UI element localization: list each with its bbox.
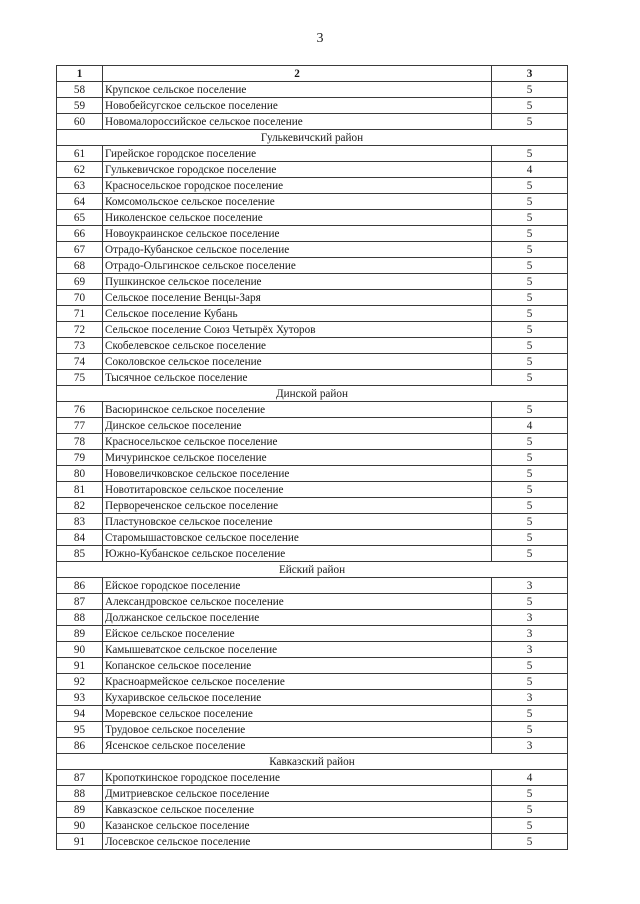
table-row: [57, 82, 568, 98]
table-row: [57, 274, 568, 290]
row-number: 76: [57, 402, 103, 418]
table-row: [57, 146, 568, 162]
row-value: 5: [492, 322, 568, 338]
row-value: 5: [492, 226, 568, 242]
settlement-name: Ясенское сельское поселение: [103, 738, 492, 754]
row-number: 72: [57, 322, 103, 338]
settlement-name: Красносельское сельское поселение: [103, 434, 492, 450]
row-value: 3: [492, 610, 568, 626]
row-value: 5: [492, 546, 568, 562]
table-row: [57, 370, 568, 386]
row-value: 5: [492, 338, 568, 354]
settlement-name: Лосевское сельское поселение: [103, 834, 492, 850]
row-value: 5: [492, 370, 568, 386]
settlement-name: Отрадо-Ольгинское сельское поселение: [103, 258, 492, 274]
row-value: 5: [492, 274, 568, 290]
table-row: [57, 786, 568, 802]
row-value: 5: [492, 354, 568, 370]
table-row: [57, 530, 568, 546]
row-value: 5: [492, 402, 568, 418]
row-number: 61: [57, 146, 103, 162]
table-row: [57, 738, 568, 754]
table-row: [57, 690, 568, 706]
district-title: Гулькевичский район: [57, 130, 568, 146]
table-row: [57, 434, 568, 450]
settlement-name: Кропоткинское городское поселение: [103, 770, 492, 786]
row-value: 5: [492, 434, 568, 450]
row-number: 78: [57, 434, 103, 450]
settlement-name: Новобейсугское сельское поселение: [103, 98, 492, 114]
row-value: 5: [492, 594, 568, 610]
table-row: [57, 178, 568, 194]
settlement-name: Трудовое сельское поселение: [103, 722, 492, 738]
table-row: [57, 258, 568, 274]
table-row: [57, 482, 568, 498]
settlement-name: Нововеличковское сельское поселение: [103, 466, 492, 482]
table-row: [57, 802, 568, 818]
table-row: [57, 546, 568, 562]
row-number: 90: [57, 818, 103, 834]
settlement-name: Крупское сельское поселение: [103, 82, 492, 98]
table-row: [57, 418, 568, 434]
settlement-name: Камышеватское сельское поселение: [103, 642, 492, 658]
column-header-number: 1: [57, 66, 103, 82]
row-number: 91: [57, 658, 103, 674]
row-value: 4: [492, 162, 568, 178]
settlement-name: Должанское сельское поселение: [103, 610, 492, 626]
row-value: 3: [492, 690, 568, 706]
settlement-name: Первореченское сельское поселение: [103, 498, 492, 514]
settlement-name: Пластуновское сельское поселение: [103, 514, 492, 530]
row-number: 63: [57, 178, 103, 194]
settlements-table-body: [57, 66, 568, 850]
row-value: 3: [492, 642, 568, 658]
table-row: [57, 770, 568, 786]
row-number: 80: [57, 466, 103, 482]
table-row: [57, 338, 568, 354]
row-value: 5: [492, 258, 568, 274]
table-row: [57, 594, 568, 610]
row-value: 5: [492, 82, 568, 98]
row-number: 71: [57, 306, 103, 322]
row-value: 5: [492, 178, 568, 194]
table-row: [57, 578, 568, 594]
row-number: 88: [57, 610, 103, 626]
settlement-name: Ейское сельское поселение: [103, 626, 492, 642]
row-number: 91: [57, 834, 103, 850]
table-row: [57, 210, 568, 226]
settlement-name: Южно-Кубанское сельское поселение: [103, 546, 492, 562]
row-value: 3: [492, 626, 568, 642]
row-number: 83: [57, 514, 103, 530]
row-value: 5: [492, 450, 568, 466]
row-number: 92: [57, 674, 103, 690]
settlement-name: Новомалороссийское сельское поселение: [103, 114, 492, 130]
settlement-name: Дмитриевское сельское поселение: [103, 786, 492, 802]
table-row: [57, 674, 568, 690]
row-value: 5: [492, 466, 568, 482]
settlement-name: Красносельское городское поселение: [103, 178, 492, 194]
settlement-name: Комсомольское сельское поселение: [103, 194, 492, 210]
table-row: [57, 322, 568, 338]
settlement-name: Отрадо-Кубанское сельское поселение: [103, 242, 492, 258]
table-row: [57, 658, 568, 674]
row-value: 5: [492, 482, 568, 498]
row-number: 86: [57, 578, 103, 594]
row-number: 89: [57, 626, 103, 642]
table-row: [57, 98, 568, 114]
row-value: 4: [492, 418, 568, 434]
row-number: 62: [57, 162, 103, 178]
district-header-row: [57, 562, 568, 578]
row-value: 5: [492, 706, 568, 722]
row-value: 5: [492, 530, 568, 546]
row-number: 81: [57, 482, 103, 498]
row-number: 70: [57, 290, 103, 306]
district-title: Ейский район: [57, 562, 568, 578]
table-row: [57, 354, 568, 370]
row-value: 5: [492, 834, 568, 850]
row-value: 5: [492, 514, 568, 530]
table-row: [57, 306, 568, 322]
row-number: 73: [57, 338, 103, 354]
row-number: 68: [57, 258, 103, 274]
row-number: 88: [57, 786, 103, 802]
row-number: 75: [57, 370, 103, 386]
district-title: Кавказский район: [57, 754, 568, 770]
row-value: 3: [492, 738, 568, 754]
table-row: [57, 290, 568, 306]
table-row: [57, 834, 568, 850]
row-number: 87: [57, 770, 103, 786]
row-number: 69: [57, 274, 103, 290]
settlement-name: Динское сельское поселение: [103, 418, 492, 434]
row-value: 5: [492, 194, 568, 210]
settlement-name: Казанское сельское поселение: [103, 818, 492, 834]
settlement-name: Соколовское сельское поселение: [103, 354, 492, 370]
table-header-row: [57, 66, 568, 82]
settlement-name: Моревское сельское поселение: [103, 706, 492, 722]
district-header-row: [57, 386, 568, 402]
table-row: [57, 226, 568, 242]
table-row: [57, 818, 568, 834]
settlement-name: Пушкинское сельское поселение: [103, 274, 492, 290]
table-row: [57, 466, 568, 482]
district-header-row: [57, 754, 568, 770]
district-title: Динской район: [57, 386, 568, 402]
settlement-name: Васюринское сельское поселение: [103, 402, 492, 418]
row-number: 85: [57, 546, 103, 562]
row-number: 87: [57, 594, 103, 610]
table-row: [57, 498, 568, 514]
row-value: 5: [492, 242, 568, 258]
settlement-name: Сельское поселение Союз Четырёх Хуторов: [103, 322, 492, 338]
page-number: 3: [316, 31, 324, 46]
settlement-name: Николенское сельское поселение: [103, 210, 492, 226]
row-number: 95: [57, 722, 103, 738]
settlement-name: Кухаривское сельское поселение: [103, 690, 492, 706]
row-number: 65: [57, 210, 103, 226]
district-header-row: [57, 130, 568, 146]
row-number: 82: [57, 498, 103, 514]
settlement-name: Новоукраинское сельское поселение: [103, 226, 492, 242]
row-number: 66: [57, 226, 103, 242]
row-value: 5: [492, 674, 568, 690]
table-row: [57, 402, 568, 418]
row-value: 5: [492, 98, 568, 114]
settlement-name: Ейское городское поселение: [103, 578, 492, 594]
row-value: 5: [492, 498, 568, 514]
table-row: [57, 722, 568, 738]
settlements-table: [56, 65, 568, 850]
column-header-name: 2: [103, 66, 492, 82]
row-number: 84: [57, 530, 103, 546]
row-number: 86: [57, 738, 103, 754]
row-number: 58: [57, 82, 103, 98]
row-value: 4: [492, 770, 568, 786]
row-value: 5: [492, 306, 568, 322]
table-row: [57, 450, 568, 466]
row-number: 89: [57, 802, 103, 818]
settlement-name: Сельское поселение Кубань: [103, 306, 492, 322]
table-row: [57, 242, 568, 258]
column-header-value: 3: [492, 66, 568, 82]
settlement-name: Старомышастовское сельское поселение: [103, 530, 492, 546]
settlement-name: Копанское сельское поселение: [103, 658, 492, 674]
row-value: 5: [492, 290, 568, 306]
row-number: 60: [57, 114, 103, 130]
settlement-name: Тысячное сельское поселение: [103, 370, 492, 386]
settlement-name: Мичуринское сельское поселение: [103, 450, 492, 466]
table-row: [57, 706, 568, 722]
row-number: 93: [57, 690, 103, 706]
table-row: [57, 162, 568, 178]
settlement-name: Сельское поселение Венцы-Заря: [103, 290, 492, 306]
table-row: [57, 114, 568, 130]
row-number: 64: [57, 194, 103, 210]
settlement-name: Новотитаровское сельское поселение: [103, 482, 492, 498]
row-number: 74: [57, 354, 103, 370]
row-value: 3: [492, 578, 568, 594]
table-row: [57, 626, 568, 642]
row-number: 67: [57, 242, 103, 258]
row-value: 5: [492, 658, 568, 674]
table-row: [57, 514, 568, 530]
row-value: 5: [492, 114, 568, 130]
settlement-name: Красноармейское сельское поселение: [103, 674, 492, 690]
settlement-name: Скобелевское сельское поселение: [103, 338, 492, 354]
settlement-name: Гирейское городское поселение: [103, 146, 492, 162]
row-number: 90: [57, 642, 103, 658]
table-row: [57, 642, 568, 658]
row-value: 5: [492, 210, 568, 226]
row-value: 5: [492, 802, 568, 818]
row-value: 5: [492, 146, 568, 162]
row-number: 77: [57, 418, 103, 434]
settlement-name: Александровское сельское поселение: [103, 594, 492, 610]
row-number: 94: [57, 706, 103, 722]
row-value: 5: [492, 818, 568, 834]
row-number: 79: [57, 450, 103, 466]
row-value: 5: [492, 722, 568, 738]
settlement-name: Кавказское сельское поселение: [103, 802, 492, 818]
table-row: [57, 610, 568, 626]
settlement-name: Гулькевичское городское поселение: [103, 162, 492, 178]
table-row: [57, 194, 568, 210]
row-number: 59: [57, 98, 103, 114]
row-value: 5: [492, 786, 568, 802]
